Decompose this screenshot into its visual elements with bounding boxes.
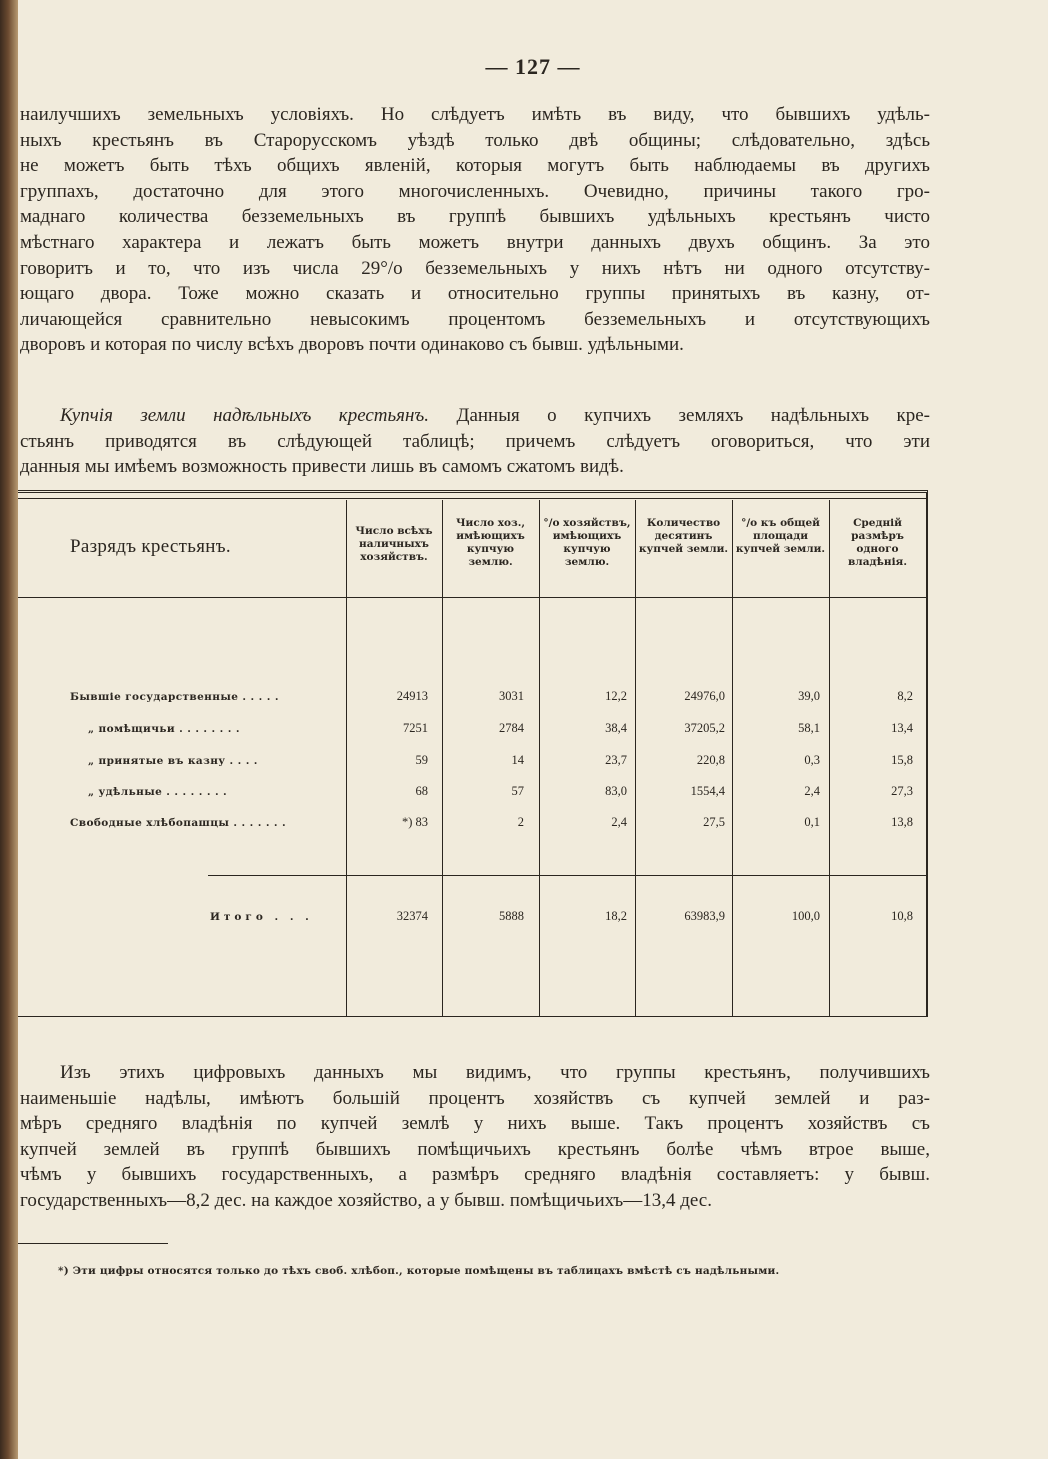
table-cell: 0,3 [804, 753, 820, 767]
purchased-land-table [18, 490, 928, 1017]
total-cell: 100,0 [791, 909, 820, 923]
table-cell: 39,0 [798, 689, 820, 703]
text-line: наименьшіе надѣлы, имѣютъ большій процентъ хозяйствъ съ купчей землей и раз- [20, 1087, 930, 1109]
table-cell: 1554,4 [690, 784, 725, 798]
table-cell: 83,0 [605, 784, 627, 798]
column-divider [346, 500, 347, 1016]
text-line: группахъ, достаточно для этого многочисленныхъ. Очевидно, причины такого гро- [20, 180, 930, 202]
text-line: дворовъ и которая по числу всѣхъ дворовъ почти одинаково съ бывш. удѣльными. [20, 334, 684, 356]
page-number: — 127 — [485, 54, 581, 79]
table-cell: 0,1 [804, 815, 820, 829]
table-cell: 3031 [499, 689, 524, 703]
total-cell: 63983,9 [684, 909, 725, 923]
table-cell: 2 [517, 815, 524, 829]
column-divider [539, 500, 540, 1016]
table-cell: 2,4 [611, 815, 627, 829]
text-line: маднаго количества безземельныхъ въ группѣ бывшихъ удѣльныхъ крестьянъ чисто [20, 206, 930, 228]
header-pct-households: °/о хозяйствъ, имѣющихъ купчую землю. [543, 517, 631, 568]
table-rule [18, 498, 926, 499]
table-cell: 27,3 [891, 784, 913, 798]
column-divider [732, 500, 733, 1016]
table-cell: 37205,2 [684, 721, 725, 735]
table-cell: 59 [415, 753, 428, 767]
text-run: Данныя о купчихъ земляхъ надѣльныхъ кре- [429, 405, 930, 426]
section-heading: Купчія земли надѣльныхъ крестьянъ. [60, 405, 430, 426]
header-dessiatines: Количество десятинъ купчей земли. [638, 517, 729, 555]
text-line: мѣстнаго характера и лежатъ быть можетъ внутри данныхъ двухъ общинъ. За это [20, 231, 930, 253]
table-cell: 23,7 [605, 753, 627, 767]
table-cell: 14 [511, 753, 524, 767]
book-spine-shadow [0, 0, 18, 1459]
text-line: ныхъ крестьянъ въ Старорусскомъ уѣздѣ только двѣ общины; слѣдовательно, здѣсь [20, 129, 930, 151]
total-cell: 10,8 [891, 909, 913, 923]
paragraph-1 [20, 102, 930, 358]
column-divider [829, 500, 830, 1016]
table-cell: 13,4 [891, 721, 913, 735]
text-line: мѣръ средняго владѣнія по купчей землѣ у нихъ выше. Такъ процентъ хозяйствъ съ [20, 1113, 930, 1135]
table-cell: 15,8 [891, 753, 913, 767]
table-cell: 7251 [403, 721, 428, 735]
header-avg-size: Средній размѣръ одного владѣнія. [848, 517, 907, 568]
table-cell: 13,8 [891, 815, 913, 829]
header-pct-area: °/о къ общей площади купчей земли. [735, 517, 826, 555]
row-label: „ помѣщичьи . . . . . . . . [88, 723, 240, 735]
text-line: данныя мы имѣемъ возможность привести лишь въ самомъ сжатомъ видѣ. [20, 456, 624, 478]
footnote-rule [18, 1243, 168, 1244]
header-category: Разрядъ крестьянъ. [70, 536, 231, 557]
paragraph-2 [20, 403, 930, 480]
text-line: чѣмъ у бывшихъ государственныхъ, а размѣръ средняго владѣнія составляетъ: у бывш. [20, 1164, 930, 1186]
table-cell: 24913 [396, 689, 428, 703]
table-cell: 24976,0 [684, 689, 725, 703]
row-label: „ удѣльные . . . . . . . . [88, 786, 228, 798]
table-cell: 2784 [499, 721, 524, 735]
table-cell: *) 83 [401, 815, 428, 829]
total-cell: 32374 [396, 909, 428, 923]
column-divider [635, 500, 636, 1016]
text-line [20, 403, 930, 429]
table-cell: 12,2 [605, 689, 627, 703]
text-run: Изъ этихъ цифровыхъ данныхъ мы видимъ, что группы крестьянъ, получившихъ [60, 1062, 930, 1083]
header-households: Число всѣхъ наличныхъ хозяйствъ. [355, 525, 433, 563]
header-households-with-land: Число хоз., имѣющихъ купчую землю. [455, 517, 526, 568]
page [18, 0, 1048, 1459]
text-line: личающейся сравнительно невысокимъ процентомъ безземельныхъ и отсутствующихъ [20, 308, 930, 330]
text-line: ющаго двора. Тоже можно сказать и относительно группы принятыхъ въ казну, от- [20, 283, 930, 305]
row-label: Свободные хлѣбопашцы . . . . . . . [70, 817, 287, 829]
column-divider [442, 500, 443, 1016]
text-line: говоритъ и то, что изъ числа 29°/о безземельныхъ у нихъ нѣтъ ни одного отсутству- [20, 257, 930, 279]
text-line: наилучшихъ земельныхъ условіяхъ. Но слѣдуетъ имѣть въ виду, что бывшихъ удѣль- [20, 104, 930, 125]
row-label: „ принятые въ казну . . . . [88, 755, 258, 767]
paragraph-3 [20, 1060, 930, 1214]
table-cell: 220,8 [696, 753, 725, 767]
table-cell: 58,1 [798, 721, 820, 735]
table-cell: 2,4 [804, 784, 820, 798]
row-label: Бывшіе государственные . . . . . [70, 691, 279, 703]
text-line [20, 1060, 930, 1086]
table-cell: 57 [511, 784, 524, 798]
total-cell: 5888 [499, 909, 524, 923]
text-line: не можетъ быть тѣхъ общихъ явленій, которыя могутъ быть наблюдаемы въ другихъ [20, 155, 930, 177]
table-cell: 38,4 [605, 721, 627, 735]
total-label: Итого . . . [210, 911, 313, 923]
table-cell: 8,2 [897, 689, 913, 703]
text-line: государственныхъ—8,2 дес. на каждое хозяйство, а у бывш. помѣщичьихъ—13,4 дес. [20, 1189, 712, 1211]
table-cell: 68 [415, 784, 428, 798]
text-line: купчей землей въ группѣ бывшихъ помѣщичьихъ крестьянъ болѣе чѣмъ втрое выше, [20, 1138, 930, 1160]
table-header-rule [18, 597, 926, 598]
table-cell: 27,5 [703, 815, 725, 829]
total-cell: 18,2 [605, 909, 627, 923]
text-line: стьянъ приводятся въ слѣдующей таблицѣ; причемъ слѣдуетъ оговориться, что эти [20, 430, 930, 452]
total-rule [208, 875, 926, 876]
footnote: *) Эти цифры относятся только до тѣхъ своб. хлѣбоп., которые помѣщены въ таблицахъ вмѣстѣ съ надѣльными. [58, 1265, 780, 1277]
